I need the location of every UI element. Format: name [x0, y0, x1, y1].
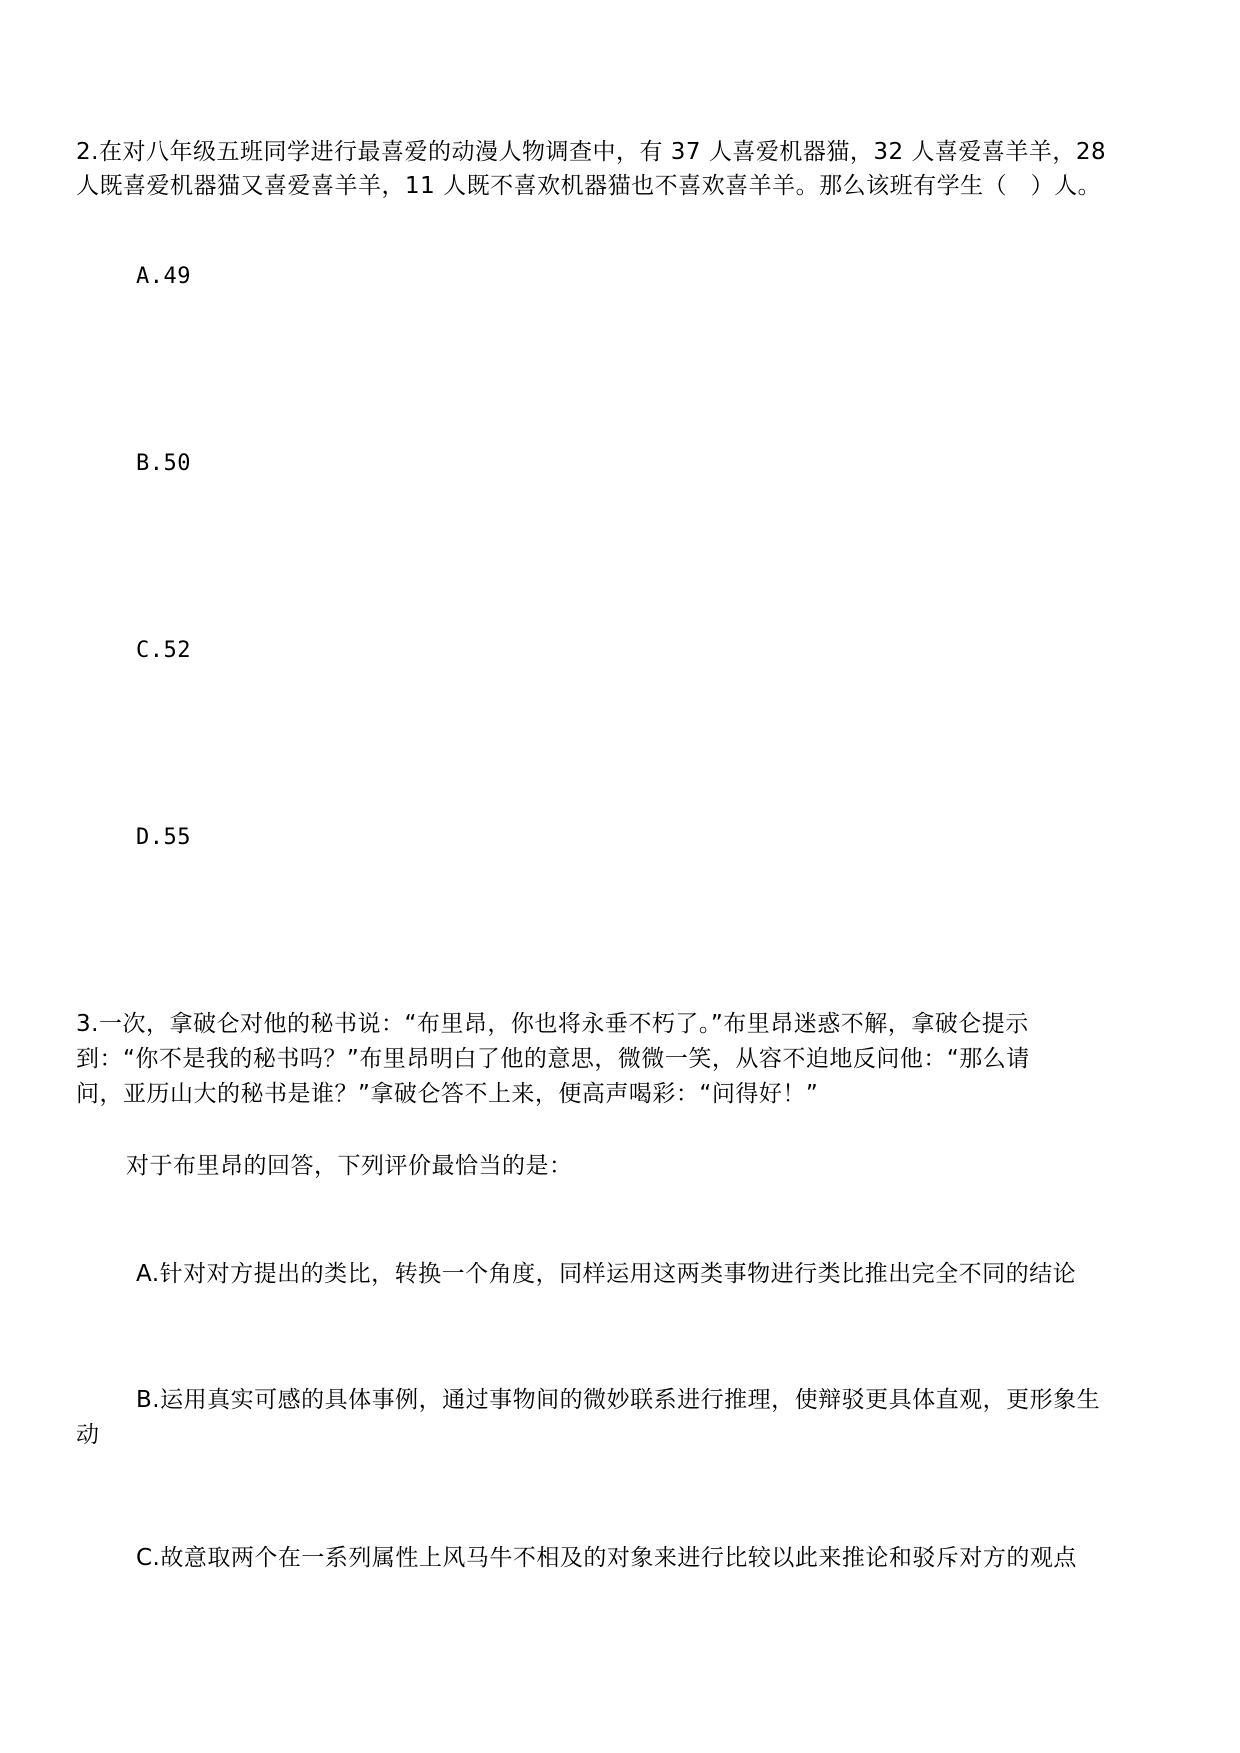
question-2-option-d: D.55 [136, 825, 191, 850]
question-3-option-a: A.针对对方提出的类比，转换一个角度，同样运用这两类事物进行类比推出完全不同的结论 [136, 1261, 1077, 1287]
question-3-stem-line-2: 到：“你不是我的秘书吗？”布里昂明白了他的意思，微微一笑，从容不迫地反问他：“那么请 [76, 1046, 1030, 1072]
question-3-option-b: B.运用真实可感的具体事例，通过事物间的微妙联系进行推理，使辩驳更具体直观，更形象生 [136, 1387, 1101, 1413]
question-3-option-c: C.故意取两个在一系列属性上风马牛不相及的对象来进行比较以此来推论和驳斥对方的观点 [136, 1545, 1077, 1571]
question-2-stem-line-1: 2.在对八年级五班同学进行最喜爱的动漫人物调查中，有 37 人喜爱机器猫，32 人喜爱喜羊羊，28 [76, 139, 1107, 165]
question-2-option-a: A.49 [136, 264, 191, 289]
question-2-option-c: C.52 [136, 638, 191, 663]
question-3-prompt: 对于布里昂的回答，下列评价最恰当的是： [126, 1153, 573, 1179]
question-3-option-b-continued: 动 [76, 1422, 100, 1448]
question-3-stem-line-3: 问，亚历山大的秘书是谁？”拿破仑答不上来，便高声喝彩：“问得好！” [76, 1081, 819, 1107]
question-3-stem-line-1: 3.一次，拿破仑对他的秘书说：“布里昂，你也将永垂不朽了。”布里昂迷惑不解，拿破仑提示 [76, 1011, 1029, 1037]
question-2-stem-line-2: 人既喜爱机器猫又喜爱喜羊羊，11 人既不喜欢机器猫也不喜欢喜羊羊。那么该班有学生（ ）人。 [76, 173, 1102, 199]
question-2-option-b: B.50 [136, 451, 191, 476]
